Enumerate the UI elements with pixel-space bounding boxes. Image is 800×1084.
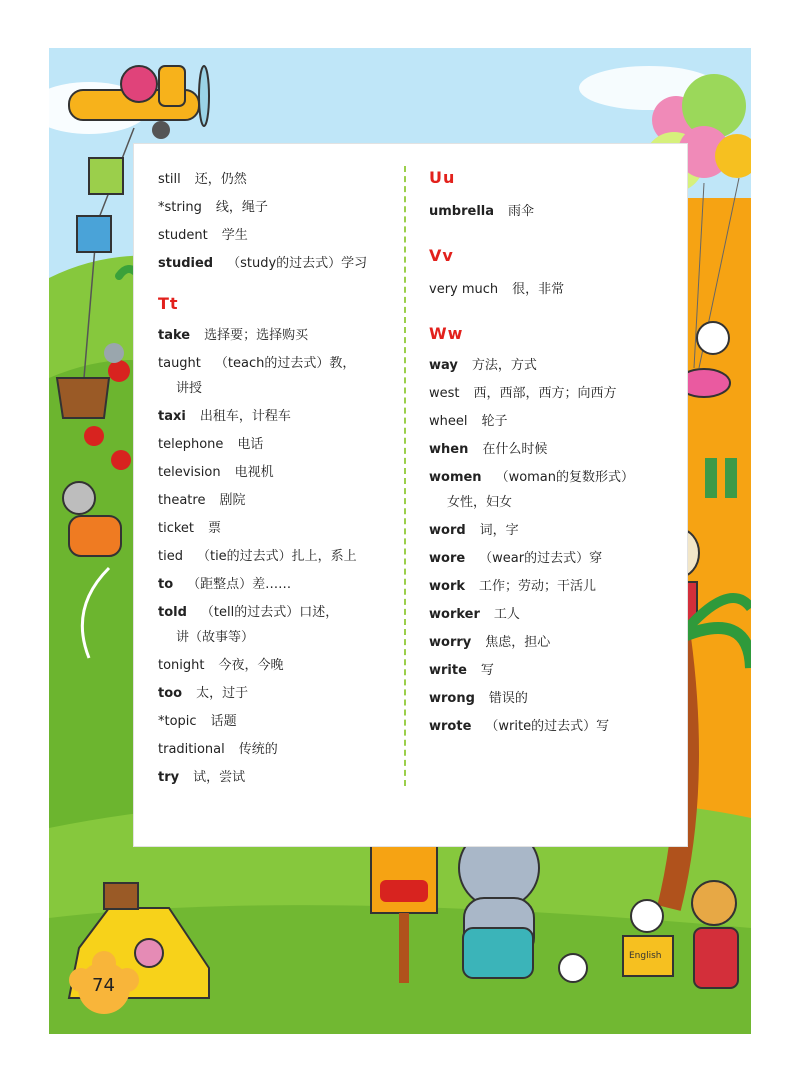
- entry-word: taxi: [158, 409, 186, 424]
- entry-meaning: 词，字: [479, 523, 519, 538]
- letter-heading-t: Tt: [158, 294, 179, 313]
- entry-meaning: 出租车，计程车: [199, 409, 291, 424]
- entry-meaning: 电话: [237, 437, 264, 452]
- entry-word: worker: [429, 607, 480, 622]
- entry-meaning: 还，仍然: [194, 172, 247, 187]
- entry-word: try: [158, 770, 180, 785]
- vocab-entry: [429, 573, 679, 601]
- right-column: [429, 166, 679, 741]
- entry-word: when: [429, 442, 469, 457]
- entry-word: ticket: [158, 521, 195, 536]
- vocab-entry: [158, 322, 398, 350]
- entry-meaning: 选择要；选择购买: [204, 328, 309, 343]
- entry-word: *string: [158, 200, 202, 215]
- entry-meaning: （tie的过去式）扎上，系上: [196, 549, 357, 564]
- entry-meaning: （write的过去式）写: [485, 719, 610, 734]
- vocab-entry: [158, 515, 398, 543]
- vocab-entry: [429, 198, 679, 226]
- entry-meaning: 线，绳子: [215, 200, 268, 215]
- vocab-entry: [429, 629, 679, 657]
- letter-heading-w: Ww: [429, 324, 464, 343]
- entry-meaning: 西，西部，西方；向西方: [473, 386, 617, 401]
- entry-word: work: [429, 579, 465, 594]
- entry-word: studied: [158, 256, 214, 271]
- entry-meaning: 焦虑，担心: [485, 635, 551, 650]
- entry-word: tied: [158, 549, 183, 564]
- vocab-entry: [429, 517, 679, 545]
- entry-meaning: 方法，方式: [471, 358, 537, 373]
- entry-word: telephone: [158, 437, 224, 452]
- entry-meaning: 传统的: [238, 742, 278, 757]
- entry-word: tonight: [158, 658, 205, 673]
- entry-meaning: 错误的: [488, 691, 528, 706]
- vocab-entry: [429, 657, 679, 685]
- entry-meaning: 剧院: [219, 493, 246, 508]
- entry-meaning: 工人: [493, 607, 520, 622]
- entry-word: write: [429, 663, 467, 678]
- entry-meaning: 工作；劳动；干活儿: [479, 579, 597, 594]
- entry-meaning: （study的过去式）学习: [227, 256, 368, 271]
- entry-word: umbrella: [429, 204, 495, 219]
- entry-word: worry: [429, 635, 472, 650]
- vocab-entry: [429, 352, 679, 380]
- vocab-entry: [429, 276, 679, 304]
- entry-meaning: 学生: [221, 228, 248, 243]
- entry-meaning: 话题: [210, 714, 237, 729]
- vocab-entry: [158, 571, 398, 599]
- vocab-entry: [429, 464, 679, 492]
- entry-word: told: [158, 605, 187, 620]
- entry-word: television: [158, 465, 221, 480]
- entry-meaning: （距整点）差……: [187, 577, 292, 592]
- entry-meaning: 电视机: [234, 465, 274, 480]
- vocab-entry: [158, 599, 398, 627]
- entry-word: wrong: [429, 691, 475, 706]
- page-number: 74: [92, 975, 115, 996]
- entry-continuation: 讲（故事等）: [176, 630, 255, 645]
- entry-continuation: 讲授: [176, 381, 203, 396]
- vocab-entry: [158, 543, 398, 571]
- entry-meaning: 在什么时候: [482, 442, 548, 457]
- entry-continuation: 女性，妇女: [447, 495, 513, 510]
- vocab-entry: [158, 250, 398, 278]
- book-label: English: [629, 951, 662, 961]
- entry-word: student: [158, 228, 208, 243]
- entry-meaning: 写: [480, 663, 494, 678]
- entry-word: wheel: [429, 414, 468, 429]
- vocab-entry: [429, 545, 679, 573]
- entry-meaning: 很，非常: [512, 282, 565, 297]
- vocab-entry: [158, 764, 398, 792]
- vocab-entry: [429, 380, 679, 408]
- entry-word: wrote: [429, 719, 472, 734]
- vocab-entry: [158, 166, 398, 194]
- entry-meaning: （wear的过去式）穿: [479, 551, 603, 566]
- entry-word: very much: [429, 282, 499, 297]
- entry-meaning: （woman的复数形式）: [495, 470, 635, 485]
- column-divider: [404, 166, 406, 786]
- vocab-entry: [158, 652, 398, 680]
- entries-t: [158, 322, 398, 792]
- entry-meaning: （tell的过去式）口述，: [200, 605, 339, 620]
- entry-meaning: 雨伞: [508, 204, 535, 219]
- entry-word: traditional: [158, 742, 225, 757]
- entry-word: word: [429, 523, 466, 538]
- entry-word: wore: [429, 551, 466, 566]
- entry-word: women: [429, 470, 482, 485]
- vocab-entry: [158, 431, 398, 459]
- vocab-entry: [429, 713, 679, 741]
- letter-heading-v: Vv: [429, 246, 454, 265]
- vocab-entry: [429, 408, 679, 436]
- vocab-entry: [429, 601, 679, 629]
- entry-word: theatre: [158, 493, 206, 508]
- entry-meaning: 太，过于: [196, 686, 249, 701]
- entry-word: take: [158, 328, 191, 343]
- entry-word: west: [429, 386, 460, 401]
- vocab-entry: [158, 194, 398, 222]
- vocab-entry: [158, 708, 398, 736]
- entries-w: [429, 352, 679, 741]
- vocab-entry: [429, 685, 679, 713]
- entries-s: [158, 166, 398, 278]
- left-column: [158, 166, 398, 792]
- entry-meaning: （teach的过去式）教，: [214, 356, 356, 371]
- entry-word: to: [158, 577, 174, 592]
- letter-heading-u: Uu: [429, 168, 456, 187]
- vocabulary-panel: [133, 143, 688, 847]
- vocab-entry: [429, 436, 679, 464]
- entry-word: too: [158, 686, 183, 701]
- entries-u: [429, 198, 679, 226]
- entry-word: still: [158, 172, 181, 187]
- entries-v: [429, 276, 679, 304]
- entry-meaning: 试，尝试: [193, 770, 246, 785]
- vocab-entry: [158, 403, 398, 431]
- entry-word: *topic: [158, 714, 197, 729]
- vocab-entry: [158, 459, 398, 487]
- vocab-entry: [158, 222, 398, 250]
- entry-word: taught: [158, 356, 201, 371]
- vocab-entry: [158, 350, 398, 378]
- entry-meaning: 票: [208, 521, 222, 536]
- vocab-entry: [158, 680, 398, 708]
- entry-meaning: 轮子: [481, 414, 508, 429]
- entry-word: way: [429, 358, 458, 373]
- entry-meaning: 今夜，今晚: [218, 658, 284, 673]
- vocab-entry: [158, 487, 398, 515]
- vocab-entry: [158, 736, 398, 764]
